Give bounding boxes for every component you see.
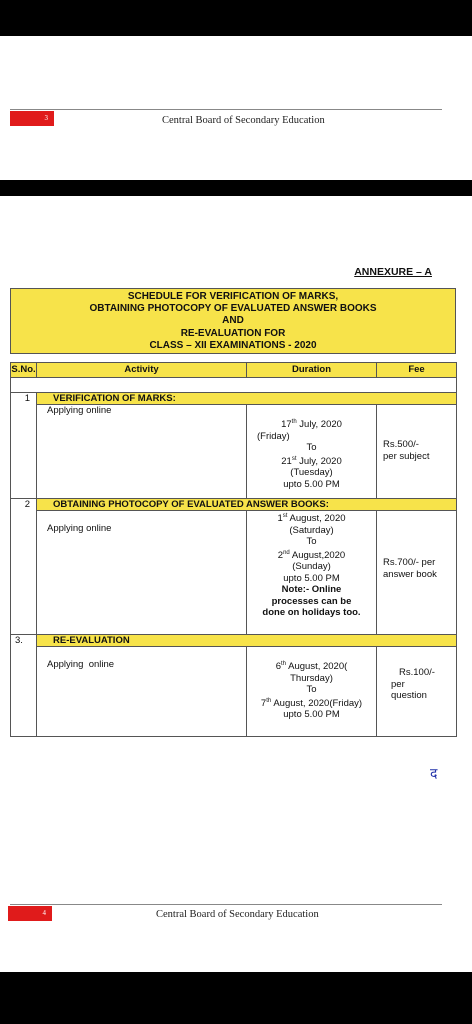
title-line: RE-EVALUATION FOR bbox=[180, 327, 286, 339]
fee-cell bbox=[377, 511, 457, 635]
spacer-row bbox=[11, 378, 457, 393]
duration-line: 1st August, 2020 bbox=[277, 513, 346, 525]
activity-cell: Applying online bbox=[37, 405, 247, 499]
table-row bbox=[11, 405, 457, 499]
duration-line: (Saturday) bbox=[289, 524, 334, 536]
duration-line: (Tuesday) bbox=[290, 467, 333, 479]
fee-cell bbox=[377, 405, 457, 499]
title-line: SCHEDULE FOR VERIFICATION OF MARKS, bbox=[127, 291, 339, 302]
annexure-label: ANNEXURE – A bbox=[354, 266, 432, 278]
header-rule bbox=[10, 109, 442, 110]
duration-line: Thursday) bbox=[290, 672, 333, 684]
fee-line: per bbox=[391, 678, 405, 690]
note-line: Note:- Online bbox=[281, 584, 342, 596]
section-title: OBTAINING PHOTOCOPY OF EVALUATED ANSWER BOOKS: bbox=[37, 499, 457, 511]
duration-line: 21st July, 2020 bbox=[281, 455, 342, 467]
page-annexure bbox=[0, 196, 472, 972]
section-title-row bbox=[11, 393, 457, 405]
page-number: 3 bbox=[44, 114, 48, 122]
section-title-row bbox=[11, 635, 457, 647]
organization-name: Central Board of Secondary Education bbox=[156, 909, 319, 920]
duration-line: (Friday) bbox=[257, 430, 290, 442]
duration-line: 17th July, 2020 bbox=[281, 419, 342, 431]
col-header-sno: S.No. bbox=[11, 363, 37, 378]
row-number: 3. bbox=[11, 635, 37, 737]
handwritten-mark: द bbox=[430, 766, 438, 782]
page-number-tab bbox=[10, 111, 54, 126]
activity-cell: Applying online bbox=[37, 511, 247, 635]
table-header-row bbox=[11, 363, 457, 378]
schedule-table bbox=[10, 362, 457, 737]
table-row bbox=[11, 511, 457, 635]
duration-line: upto 5.00 PM bbox=[283, 478, 340, 490]
note-line: processes can be bbox=[271, 595, 352, 607]
row-number: 2 bbox=[11, 499, 37, 635]
fee-line: Rs.500/- bbox=[383, 439, 419, 450]
row-number: 1 bbox=[11, 393, 37, 499]
fee-line: Rs.100/- bbox=[399, 667, 435, 678]
duration-line: 7th August, 2020(Friday) bbox=[260, 697, 363, 709]
duration-line: To bbox=[306, 536, 317, 548]
title-line: AND bbox=[222, 315, 244, 327]
page-fragment-top bbox=[0, 36, 472, 180]
section-title: VERIFICATION OF MARKS: bbox=[37, 393, 457, 405]
fee-line: Rs.700/- per bbox=[383, 557, 436, 568]
fee-cell bbox=[377, 647, 457, 737]
col-header-fee: Fee bbox=[377, 363, 457, 378]
duration-cell bbox=[247, 405, 377, 499]
page-number: 4 bbox=[42, 909, 46, 917]
duration-line: 6th August, 2020( bbox=[275, 661, 348, 673]
title-line: OBTAINING PHOTOCOPY OF EVALUATED ANSWER BOOKS bbox=[89, 303, 377, 315]
duration-line: To bbox=[306, 442, 317, 454]
note-line: done on holidays too. bbox=[262, 607, 361, 619]
duration-cell bbox=[247, 511, 377, 635]
duration-line: (Sunday) bbox=[292, 561, 331, 573]
fee-line: answer book bbox=[383, 568, 437, 580]
footer-rule bbox=[10, 904, 442, 905]
duration-line: To bbox=[306, 684, 317, 696]
duration-line: 2nd August,2020 bbox=[277, 549, 346, 561]
fee-line: per subject bbox=[383, 450, 430, 462]
organization-name: Central Board of Secondary Education bbox=[162, 115, 325, 126]
section-title: RE-EVALUATION bbox=[37, 635, 457, 647]
table-row bbox=[11, 647, 457, 737]
activity-cell: Applying online bbox=[37, 647, 247, 737]
fee-line: question bbox=[391, 690, 427, 701]
title-line: CLASS – XII EXAMINATIONS - 2020 bbox=[149, 339, 317, 351]
col-header-activity: Activity bbox=[37, 363, 247, 378]
section-title-row bbox=[11, 499, 457, 511]
duration-line: upto 5.00 PM bbox=[283, 572, 340, 584]
duration-line: upto 5.00 PM bbox=[283, 709, 340, 721]
duration-cell bbox=[247, 647, 377, 737]
schedule-title-box bbox=[10, 288, 456, 354]
col-header-duration: Duration bbox=[247, 363, 377, 378]
page-number-tab bbox=[8, 906, 52, 921]
